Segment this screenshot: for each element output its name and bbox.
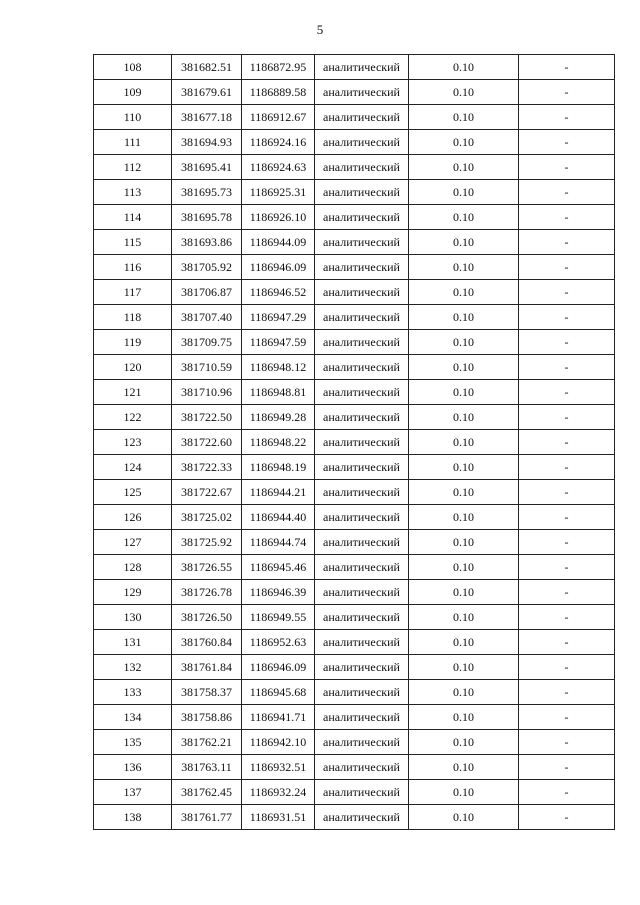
extra-cell: - [519,630,615,655]
extra-cell: - [519,780,615,805]
error-cell: 0.10 [409,205,519,230]
error-cell: 0.10 [409,155,519,180]
extra-cell: - [519,180,615,205]
point-number-cell: 119 [94,330,172,355]
table-row [94,55,615,80]
method-cell: аналитический [315,130,409,155]
table-row [94,305,615,330]
error-cell: 0.10 [409,255,519,280]
table-row [94,155,615,180]
point-number-cell: 122 [94,405,172,430]
method-cell: аналитический [315,605,409,630]
y-coordinate-cell: 1186941.71 [242,705,315,730]
extra-cell: - [519,680,615,705]
extra-cell: - [519,305,615,330]
x-coordinate-cell: 381758.37 [172,680,242,705]
point-number-cell: 113 [94,180,172,205]
y-coordinate-cell: 1186947.29 [242,305,315,330]
error-cell: 0.10 [409,305,519,330]
table-row [94,405,615,430]
error-cell: 0.10 [409,805,519,830]
extra-cell: - [519,255,615,280]
extra-cell: - [519,530,615,555]
point-number-cell: 116 [94,255,172,280]
extra-cell: - [519,330,615,355]
error-cell: 0.10 [409,130,519,155]
x-coordinate-cell: 381693.86 [172,230,242,255]
y-coordinate-cell: 1186948.19 [242,455,315,480]
error-cell: 0.10 [409,780,519,805]
method-cell: аналитический [315,530,409,555]
method-cell: аналитический [315,180,409,205]
y-coordinate-cell: 1186931.51 [242,805,315,830]
error-cell: 0.10 [409,655,519,680]
point-number-cell: 138 [94,805,172,830]
y-coordinate-cell: 1186945.68 [242,680,315,705]
table-row [94,230,615,255]
y-coordinate-cell: 1186944.74 [242,530,315,555]
x-coordinate-cell: 381695.73 [172,180,242,205]
method-cell: аналитический [315,305,409,330]
table-row [94,780,615,805]
table-row [94,755,615,780]
table-row [94,205,615,230]
extra-cell: - [519,555,615,580]
extra-cell: - [519,480,615,505]
x-coordinate-cell: 381763.11 [172,755,242,780]
extra-cell: - [519,605,615,630]
method-cell: аналитический [315,105,409,130]
table-row [94,105,615,130]
y-coordinate-cell: 1186946.39 [242,580,315,605]
error-cell: 0.10 [409,730,519,755]
error-cell: 0.10 [409,605,519,630]
error-cell: 0.10 [409,705,519,730]
y-coordinate-cell: 1186924.63 [242,155,315,180]
error-cell: 0.10 [409,480,519,505]
table-row [94,505,615,530]
point-number-cell: 111 [94,130,172,155]
x-coordinate-cell: 381761.84 [172,655,242,680]
y-coordinate-cell: 1186948.22 [242,430,315,455]
extra-cell: - [519,705,615,730]
error-cell: 0.10 [409,330,519,355]
method-cell: аналитический [315,730,409,755]
method-cell: аналитический [315,480,409,505]
error-cell: 0.10 [409,355,519,380]
extra-cell: - [519,405,615,430]
method-cell: аналитический [315,580,409,605]
method-cell: аналитический [315,705,409,730]
x-coordinate-cell: 381726.55 [172,555,242,580]
x-coordinate-cell: 381679.61 [172,80,242,105]
x-coordinate-cell: 381709.75 [172,330,242,355]
y-coordinate-cell: 1186944.09 [242,230,315,255]
table-row [94,255,615,280]
point-number-cell: 129 [94,580,172,605]
y-coordinate-cell: 1186924.16 [242,130,315,155]
table-row [94,380,615,405]
method-cell: аналитический [315,230,409,255]
x-coordinate-cell: 381762.21 [172,730,242,755]
table-row [94,580,615,605]
error-cell: 0.10 [409,55,519,80]
point-number-cell: 125 [94,480,172,505]
method-cell: аналитический [315,755,409,780]
x-coordinate-cell: 381725.92 [172,530,242,555]
extra-cell: - [519,580,615,605]
extra-cell: - [519,730,615,755]
point-number-cell: 128 [94,555,172,580]
error-cell: 0.10 [409,455,519,480]
error-cell: 0.10 [409,430,519,455]
point-number-cell: 132 [94,655,172,680]
point-number-cell: 123 [94,430,172,455]
x-coordinate-cell: 381694.93 [172,130,242,155]
point-number-cell: 115 [94,230,172,255]
x-coordinate-cell: 381710.96 [172,380,242,405]
point-number-cell: 137 [94,780,172,805]
x-coordinate-cell: 381722.60 [172,430,242,455]
error-cell: 0.10 [409,580,519,605]
coordinates-table [93,54,615,830]
method-cell: аналитический [315,805,409,830]
y-coordinate-cell: 1186949.55 [242,605,315,630]
x-coordinate-cell: 381758.86 [172,705,242,730]
method-cell: аналитический [315,680,409,705]
extra-cell: - [519,755,615,780]
error-cell: 0.10 [409,405,519,430]
method-cell: аналитический [315,430,409,455]
extra-cell: - [519,380,615,405]
point-number-cell: 118 [94,305,172,330]
error-cell: 0.10 [409,105,519,130]
y-coordinate-cell: 1186944.40 [242,505,315,530]
extra-cell: - [519,205,615,230]
extra-cell: - [519,55,615,80]
y-coordinate-cell: 1186925.31 [242,180,315,205]
extra-cell: - [519,105,615,130]
extra-cell: - [519,455,615,480]
x-coordinate-cell: 381726.78 [172,580,242,605]
error-cell: 0.10 [409,530,519,555]
table-row [94,330,615,355]
method-cell: аналитический [315,405,409,430]
point-number-cell: 108 [94,55,172,80]
error-cell: 0.10 [409,180,519,205]
point-number-cell: 126 [94,505,172,530]
y-coordinate-cell: 1186949.28 [242,405,315,430]
table-row [94,80,615,105]
table-row [94,530,615,555]
y-coordinate-cell: 1186889.58 [242,80,315,105]
point-number-cell: 130 [94,605,172,630]
error-cell: 0.10 [409,505,519,530]
method-cell: аналитический [315,655,409,680]
point-number-cell: 134 [94,705,172,730]
error-cell: 0.10 [409,230,519,255]
point-number-cell: 135 [94,730,172,755]
y-coordinate-cell: 1186952.63 [242,630,315,655]
x-coordinate-cell: 381722.33 [172,455,242,480]
y-coordinate-cell: 1186932.51 [242,755,315,780]
error-cell: 0.10 [409,80,519,105]
table-row [94,630,615,655]
x-coordinate-cell: 381682.51 [172,55,242,80]
table-row [94,680,615,705]
x-coordinate-cell: 381710.59 [172,355,242,380]
x-coordinate-cell: 381677.18 [172,105,242,130]
x-coordinate-cell: 381705.92 [172,255,242,280]
extra-cell: - [519,230,615,255]
point-number-cell: 131 [94,630,172,655]
point-number-cell: 124 [94,455,172,480]
x-coordinate-cell: 381722.67 [172,480,242,505]
x-coordinate-cell: 381761.77 [172,805,242,830]
y-coordinate-cell: 1186948.12 [242,355,315,380]
x-coordinate-cell: 381706.87 [172,280,242,305]
x-coordinate-cell: 381695.41 [172,155,242,180]
coordinates-table-body [94,55,615,830]
method-cell: аналитический [315,155,409,180]
table-row [94,280,615,305]
extra-cell: - [519,80,615,105]
x-coordinate-cell: 381722.50 [172,405,242,430]
y-coordinate-cell: 1186946.09 [242,255,315,280]
point-number-cell: 127 [94,530,172,555]
table-row [94,130,615,155]
y-coordinate-cell: 1186926.10 [242,205,315,230]
y-coordinate-cell: 1186944.21 [242,480,315,505]
x-coordinate-cell: 381762.45 [172,780,242,805]
y-coordinate-cell: 1186947.59 [242,330,315,355]
table-row [94,180,615,205]
table-row [94,805,615,830]
error-cell: 0.10 [409,380,519,405]
table-row [94,430,615,455]
x-coordinate-cell: 381760.84 [172,630,242,655]
error-cell: 0.10 [409,555,519,580]
method-cell: аналитический [315,505,409,530]
extra-cell: - [519,655,615,680]
table-row [94,555,615,580]
error-cell: 0.10 [409,280,519,305]
error-cell: 0.10 [409,630,519,655]
point-number-cell: 136 [94,755,172,780]
y-coordinate-cell: 1186946.52 [242,280,315,305]
point-number-cell: 117 [94,280,172,305]
extra-cell: - [519,355,615,380]
x-coordinate-cell: 381707.40 [172,305,242,330]
point-number-cell: 110 [94,105,172,130]
extra-cell: - [519,130,615,155]
x-coordinate-cell: 381726.50 [172,605,242,630]
point-number-cell: 114 [94,205,172,230]
y-coordinate-cell: 1186932.24 [242,780,315,805]
point-number-cell: 120 [94,355,172,380]
y-coordinate-cell: 1186942.10 [242,730,315,755]
method-cell: аналитический [315,255,409,280]
table-row [94,730,615,755]
method-cell: аналитический [315,455,409,480]
table-row [94,355,615,380]
table-row [94,480,615,505]
extra-cell: - [519,280,615,305]
table-row [94,605,615,630]
table-row [94,705,615,730]
table-row [94,655,615,680]
method-cell: аналитический [315,355,409,380]
method-cell: аналитический [315,205,409,230]
method-cell: аналитический [315,380,409,405]
table-row [94,455,615,480]
page-number: 5 [316,22,324,37]
point-number-cell: 121 [94,380,172,405]
method-cell: аналитический [315,555,409,580]
y-coordinate-cell: 1186872.95 [242,55,315,80]
method-cell: аналитический [315,55,409,80]
x-coordinate-cell: 381695.78 [172,205,242,230]
y-coordinate-cell: 1186945.46 [242,555,315,580]
y-coordinate-cell: 1186946.09 [242,655,315,680]
extra-cell: - [519,505,615,530]
y-coordinate-cell: 1186912.67 [242,105,315,130]
point-number-cell: 112 [94,155,172,180]
method-cell: аналитический [315,630,409,655]
x-coordinate-cell: 381725.02 [172,505,242,530]
method-cell: аналитический [315,780,409,805]
error-cell: 0.10 [409,680,519,705]
method-cell: аналитический [315,330,409,355]
point-number-cell: 109 [94,80,172,105]
extra-cell: - [519,155,615,180]
error-cell: 0.10 [409,755,519,780]
method-cell: аналитический [315,80,409,105]
y-coordinate-cell: 1186948.81 [242,380,315,405]
method-cell: аналитический [315,280,409,305]
extra-cell: - [519,430,615,455]
point-number-cell: 133 [94,680,172,705]
extra-cell: - [519,805,615,830]
